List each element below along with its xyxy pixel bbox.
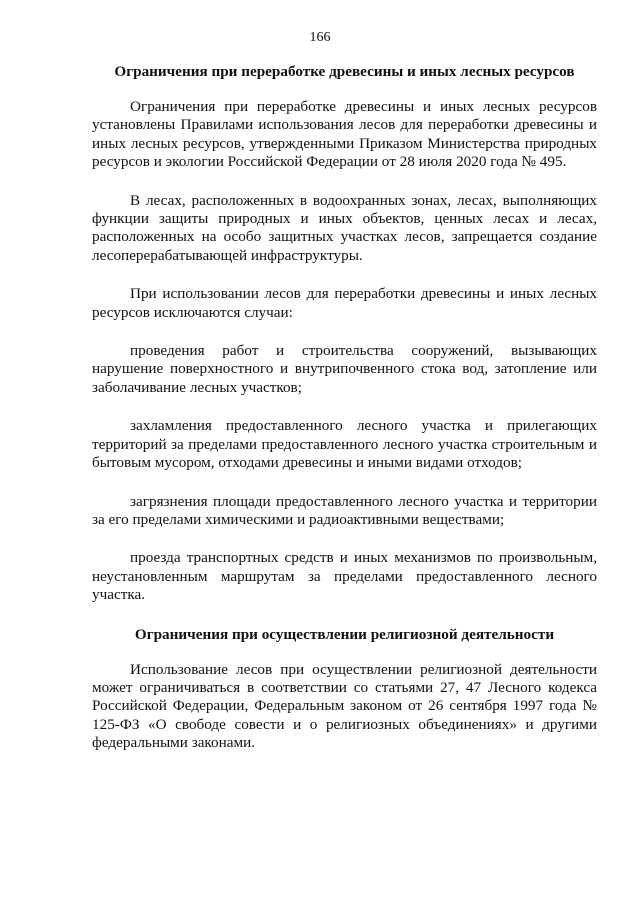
list-item: загрязнения площади предоставленного лесного участка и территории за его пределами химическими и радиоактивными веществами;: [92, 492, 597, 528]
section-heading: Ограничения при переработке древесины и иных лесных ресурсов: [114, 63, 575, 80]
section-religious-activity-restrictions: [92, 625, 597, 753]
paragraph: Ограничения при переработке древесины и иных лесных ресурсов установлены Правилами использования лесов для переработки древесины и иных лесных ресурсов, утвержденными Приказом Министерства природных ресурсов и экологии Российской Федерации от 28 июля 2020 года № 495.: [92, 98, 597, 171]
section-heading: Ограничения при осуществлении религиозной деятельности: [134, 625, 555, 643]
list-item: проезда транспортных средств и иных механизмов по произвольным, неустановленным маршрутам за пределами предоставленного лесного участка.: [92, 549, 597, 604]
paragraph: При использовании лесов для переработки древесины и иных лесных ресурсов исключаются случаи:: [92, 285, 597, 321]
document-body: [92, 62, 597, 773]
section-wood-processing-restrictions: [92, 62, 597, 605]
paragraph: В лесах, расположенных в водоохранных зонах, лесах, выполняющих функции защиты природных и иных объектов, ценных лесах и лесах, расположенных на особо защитных участках лесов, запрещается создание лесоперерабатывающей инфраструктуры.: [92, 191, 597, 264]
list-item: захламления предоставленного лесного участка и прилегающих территорий за пределами предоставленного лесного участка строительным и бытовым мусором, отходами древесины и иными видами отходов;: [92, 417, 597, 472]
list-item: проведения работ и строительства сооружений, вызывающих нарушение поверхностного и внутрипочвенного стока вод, затопление или заболачивание лесных участков;: [92, 342, 597, 396]
page-number: 166: [309, 30, 331, 45]
paragraph: Использование лесов при осуществлении религиозной деятельности может ограничиваться в соответствии со статьями 27, 47 Лесного кодекса Российской Федерации, Федеральным законом от 26 сентября 1997 года № 125-ФЗ «О свободе совести и о религиозных объединениях» и другими федеральными законами.: [92, 660, 597, 752]
